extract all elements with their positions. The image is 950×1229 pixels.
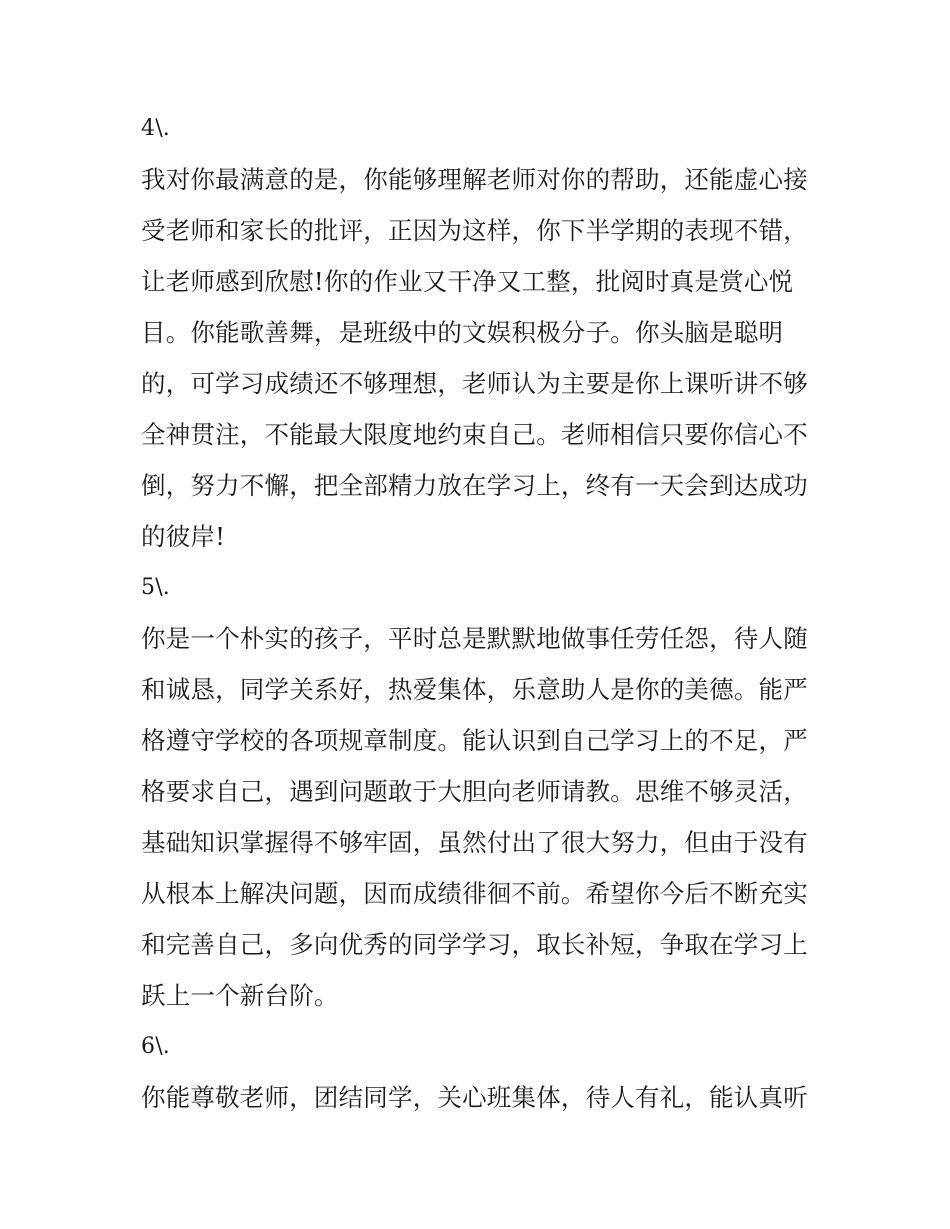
paragraph-line: 倒，努力不懈，把全部精力放在学习上，终有一天会到达成功 xyxy=(141,471,808,500)
paragraph-line: 我对你最满意的是，你能够理解老师对你的帮助，还能虚心接 xyxy=(141,165,808,194)
paragraph-line: 的，可学习成绩还不够理想，老师认为主要是你上课听讲不够 xyxy=(141,369,808,398)
document-body xyxy=(141,103,821,1123)
paragraph-line: 格要求自己，遇到问题敢于大胆向老师请教。思维不够灵活， xyxy=(141,777,808,806)
section-number-4: 4\. xyxy=(141,116,171,141)
section-number-6: 6\. xyxy=(141,1034,171,1059)
paragraph-line: 让老师感到欣慰!你的作业又干净又工整，批阅时真是赏心悦 xyxy=(141,267,794,296)
paragraph-line: 目。你能歌善舞，是班级中的文娱积极分子。你头脑是聪明 xyxy=(141,318,784,347)
paragraph-line: 全神贯注，不能最大限度地约束自己。老师相信只要你信心不 xyxy=(141,420,808,449)
paragraph-line: 的彼岸! xyxy=(141,522,226,551)
paragraph-line: 格遵守学校的各项规章制度。能认识到自己学习上的不足，严 xyxy=(141,726,808,755)
paragraph-line: 和诚恳，同学关系好，热爱集体，乐意助人是你的美德。能严 xyxy=(141,675,808,704)
paragraph-line: 你能尊敬老师，团结同学，关心班集体，待人有礼，能认真听 xyxy=(141,1083,808,1112)
paragraph-line: 你是一个朴实的孩子，平时总是默默地做事任劳任怨，待人随 xyxy=(141,624,808,653)
section-number-5: 5\. xyxy=(141,575,171,600)
paragraph-line: 和完善自己，多向优秀的同学学习，取长补短，争取在学习上 xyxy=(141,930,808,959)
paragraph-line: 受老师和家长的批评，正因为这样，你下半学期的表现不错， xyxy=(141,216,808,245)
paragraph-line: 跃上一个新台阶。 xyxy=(141,981,339,1010)
paragraph-line: 从根本上解决问题，因而成绩徘徊不前。希望你今后不断充实 xyxy=(141,879,808,908)
paragraph-line: 基础知识掌握得不够牢固，虽然付出了很大努力，但由于没有 xyxy=(141,828,808,857)
